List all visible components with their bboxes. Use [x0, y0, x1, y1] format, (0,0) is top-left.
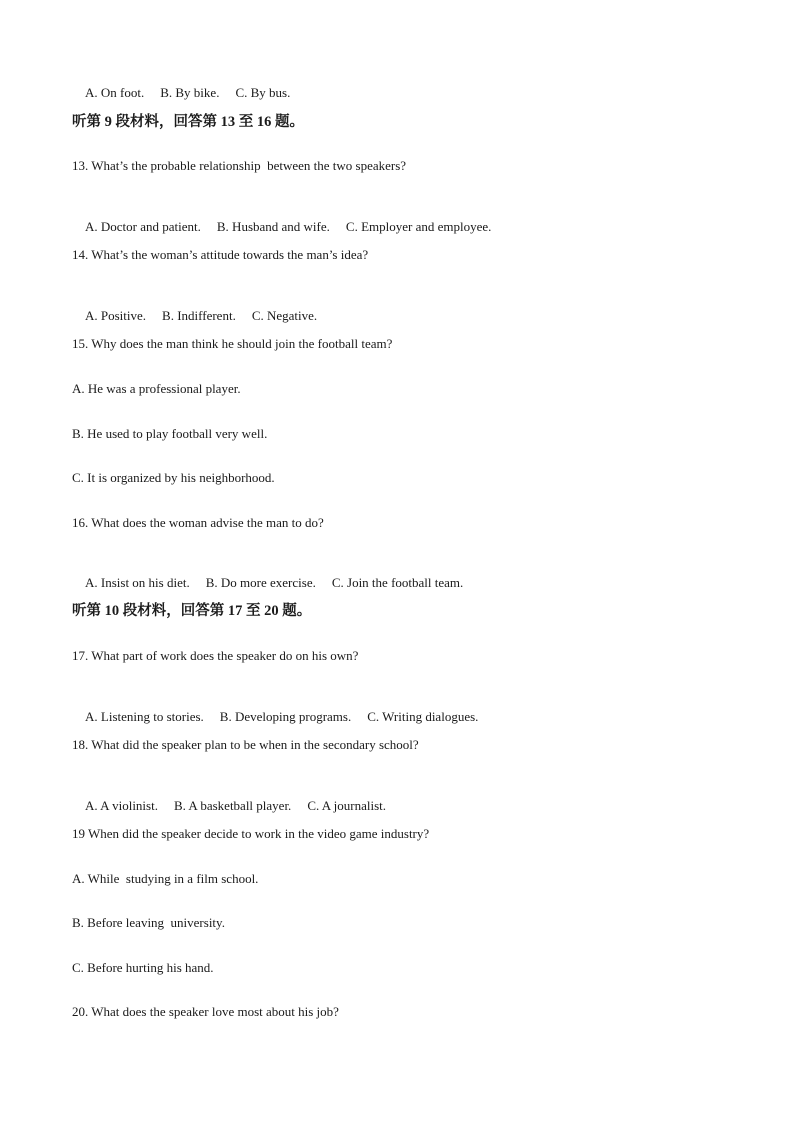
option-c: C. Join the football team.	[331, 575, 464, 590]
question: 19 When did the speaker decide to work in the video game industry?	[72, 826, 430, 841]
option-c: C. By bus.	[235, 85, 291, 100]
option-b: B. Indifferent.	[162, 308, 236, 323]
answer-options	[72, 69, 290, 117]
option-line: C. It is organized by his neighborhood.	[72, 470, 275, 485]
option-c: C. Negative.	[251, 308, 318, 323]
question: 16. What does the woman advise the man to do?	[72, 515, 324, 530]
option-b: B. Husband and wife.	[216, 219, 330, 234]
option-b: B. A basketball player.	[173, 798, 292, 813]
answer-options	[72, 559, 463, 607]
option-a: A. On foot.	[85, 85, 145, 100]
option-a: A. Listening to stories.	[85, 709, 204, 724]
question: 14. What’s the woman’s attitude towards the man’s idea?	[72, 247, 369, 262]
question: 18. What did the speaker plan to be when in the secondary school?	[72, 737, 419, 752]
option-line: B. Before leaving university.	[72, 915, 225, 930]
answer-options	[72, 292, 317, 340]
question: 20. What does the speaker love most about his job?	[72, 1004, 339, 1019]
section-heading: 听第 10 段材料，回答第 17 至 20 题。	[72, 603, 312, 619]
option-line: B. He used to play football very well.	[72, 426, 268, 441]
option-a: A. Insist on his diet.	[85, 575, 190, 590]
option-a: A. Positive.	[85, 308, 147, 323]
option-line: A. He was a professional player.	[72, 381, 241, 396]
option-b: B. Do more exercise.	[205, 575, 316, 590]
question: 17. What part of work does the speaker do on his own?	[72, 648, 359, 663]
option-b: B. Developing programs.	[219, 709, 352, 724]
option-line: A. While studying in a film school.	[72, 871, 259, 886]
answer-options	[72, 203, 491, 251]
answer-options	[72, 693, 478, 741]
option-c: C. Employer and employee.	[345, 219, 492, 234]
option-b: B. By bike.	[160, 85, 220, 100]
option-a: A. A violinist.	[85, 798, 158, 813]
question: 15. Why does the man think he should join the football team?	[72, 336, 393, 351]
option-c: C. A journalist.	[307, 798, 387, 813]
answer-options	[72, 782, 386, 830]
section-heading: 听第 9 段材料，回答第 13 至 16 题。	[72, 114, 304, 130]
option-c: C. Writing dialogues.	[367, 709, 479, 724]
option-line: C. Before hurting his hand.	[72, 960, 214, 975]
question: 13. What’s the probable relationship between the two speakers?	[72, 158, 407, 173]
option-a: A. Doctor and patient.	[85, 219, 201, 234]
